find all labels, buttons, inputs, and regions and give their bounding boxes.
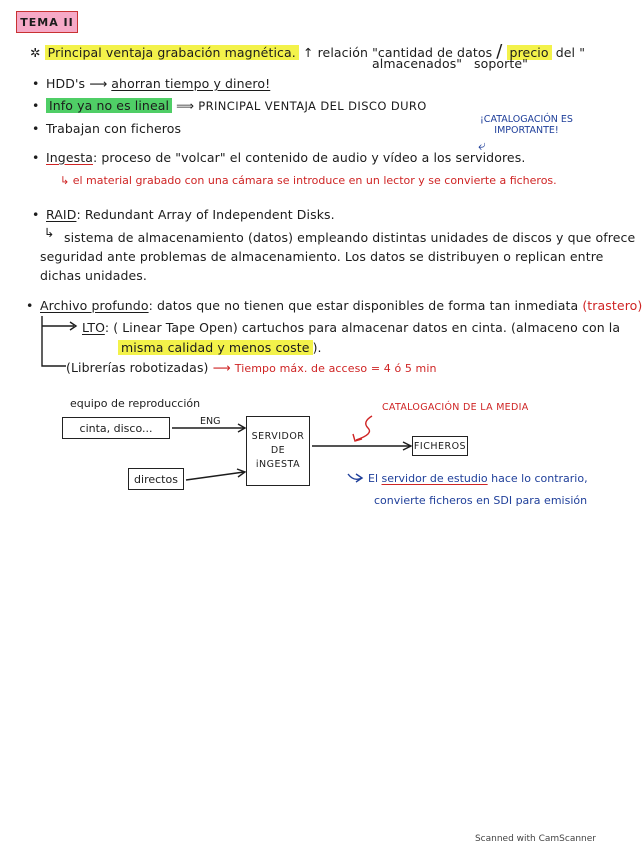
studio-post: hace lo contrario, — [487, 472, 588, 485]
studio-pre: El — [368, 472, 382, 485]
ingesta-term: Ingesta — [46, 150, 94, 165]
hook-arrow-icon: ↳ — [60, 174, 70, 187]
soporte-text: soporte" — [474, 56, 529, 71]
librerias-line — [66, 360, 437, 375]
directos-box-label: directos — [134, 472, 178, 486]
hdd-line — [46, 76, 270, 91]
precio-highlight: precio — [507, 45, 552, 60]
info-line — [46, 98, 427, 113]
raid-line — [46, 207, 335, 222]
ingesta-note-text: el material grabado con una cámara se introduce en un lector y se convierte a ficheros. — [72, 174, 557, 187]
raid-desc-3: dichas unidades. — [40, 268, 147, 283]
hdd-text: ahorran tiempo y dinero! — [111, 76, 271, 91]
equipo-label: equipo de reproducción — [70, 397, 201, 410]
info-highlight: Info ya no es lineal — [46, 98, 172, 113]
tema-title: TEMA II — [16, 11, 78, 33]
blue-arrow-icon: ⤶ — [478, 138, 486, 154]
trabajan-line: • Trabajan con ficheros — [46, 121, 181, 136]
almacenados-text: almacenados" — [372, 56, 463, 71]
servidor-line3: iNGESTA — [255, 459, 301, 470]
raid-desc-1: sistema de almacenamiento (datos) empleando distintas unidades de discos y que ofrece — [64, 230, 636, 245]
archivo-text: : datos que no tienen que estar disponibles de forma tan inmediata — [148, 298, 579, 313]
tiempo-text: Tiempo máx. de acceso = 4 ó 5 min — [234, 362, 437, 375]
relacion-text: relación "cantidad de datos — [317, 45, 493, 60]
servidor-line1: SERVIDOR — [251, 431, 305, 442]
archivo-term: Archivo profundo — [40, 298, 149, 313]
scanned-watermark: Scanned with CamScanner — [474, 834, 596, 844]
lto-end: ). — [312, 340, 322, 355]
red-arrow-icon: ⟶ — [212, 360, 231, 375]
servidor-line2: DE — [270, 445, 286, 456]
hook-arrow-icon: ↳ — [44, 225, 55, 240]
lto-term: LTO — [82, 320, 105, 335]
lto-highlight-line — [118, 340, 322, 355]
precio-rest-text: del " — [555, 45, 586, 60]
ficheros-box-label: FICHEROS — [413, 440, 467, 452]
info-text: PRINCIPAL VENTAJA DEL DISCO DURO — [198, 99, 427, 113]
hdd-label: HDD's — [46, 76, 86, 91]
lto-text: : ( Linear Tape Open) cartuchos para almacenar datos en cinta. (almaceno con la — [104, 320, 621, 335]
magnetic-advantage-highlight: Principal ventaja grabación magnética. — [45, 45, 299, 60]
raid-desc-2: seguridad ante problemas de almacenamiento. Los datos se distribuyen o replican entre — [40, 249, 604, 264]
double-arrow-icon: ⟹ — [176, 98, 195, 113]
cinta-box-label: cinta, disco... — [79, 421, 153, 435]
ingesta-text: : proceso de "volcar" el contenido de audio y vídeo a los servidores. — [93, 150, 526, 165]
trastero-text: (trastero) — [582, 298, 642, 313]
eng-label: ENG — [200, 416, 221, 427]
right-arrow-icon: ⟶ — [89, 76, 108, 91]
ingesta-note — [60, 174, 557, 187]
catalogacion-label: CATALOGACIÓN DE LA MEDIA — [382, 402, 529, 413]
studio-note-line1 — [368, 472, 588, 485]
up-arrow-icon: ↑ — [302, 45, 314, 60]
ingesta-line — [46, 150, 525, 165]
star-icon: ✲ — [30, 45, 41, 60]
lto-highlight: misma calidad y menos coste — [118, 340, 313, 355]
raid-text: : Redundant Array of Independent Disks. — [76, 207, 335, 222]
catalog-note-line2: IMPORTANTE! — [494, 125, 559, 136]
librerias-text: (Librerías robotizadas) — [66, 360, 209, 375]
studio-note-line2: convierte ficheros en SDI para emisión — [374, 494, 588, 507]
lto-line — [82, 320, 620, 335]
studio-term: servidor de estudio — [381, 472, 488, 485]
catalog-note-line1: ¡CATALOGACIÓN ES — [480, 114, 573, 125]
archivo-line — [40, 298, 642, 313]
raid-term: RAID — [46, 207, 77, 222]
catalog-note — [480, 114, 573, 136]
slash-text: / — [496, 41, 503, 62]
